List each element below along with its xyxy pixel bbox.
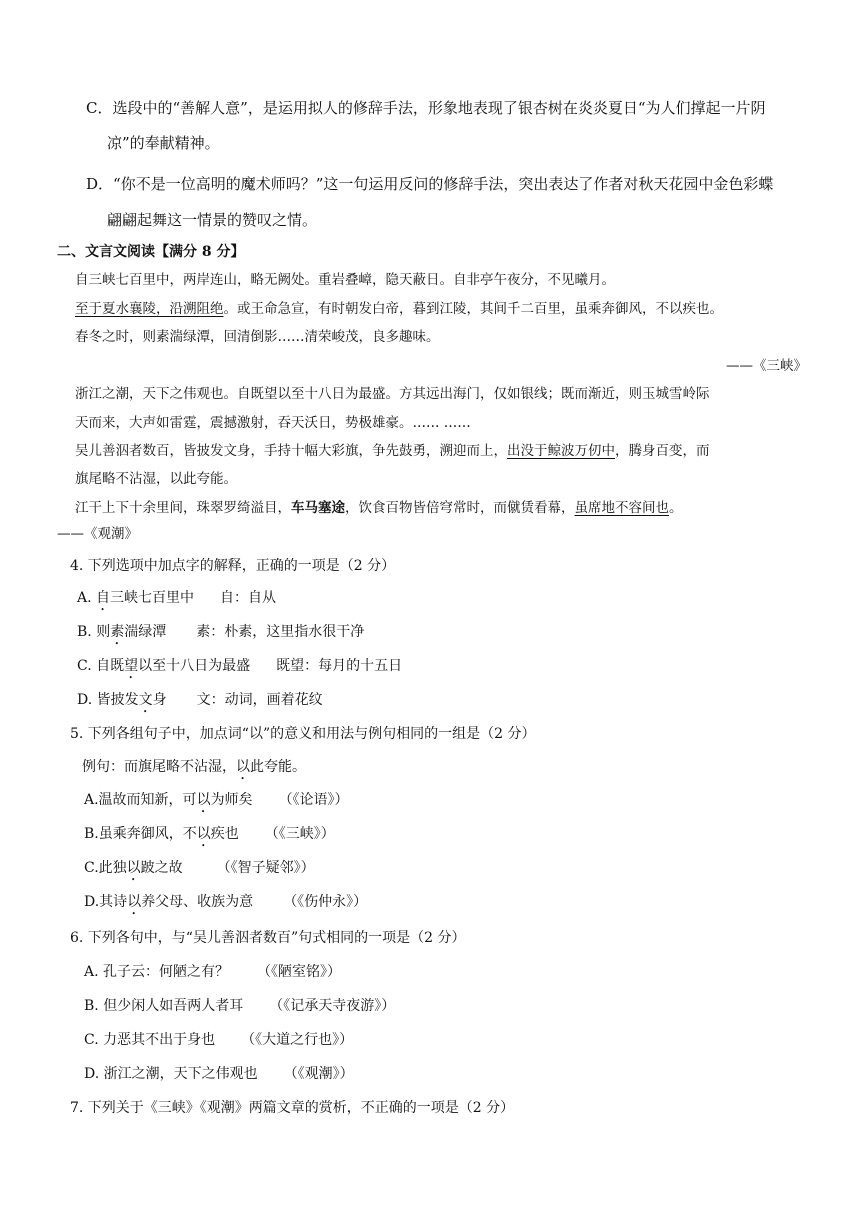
q4-option-b <box>77 622 364 648</box>
option-text: C.此独 <box>84 860 127 876</box>
option-text: 以至十八日为最盛 <box>138 658 251 674</box>
option-text: B.虽乘奔御风，不 <box>84 826 197 842</box>
option-c-line1: C．选段中的“善解人意”，是运用拟人的修辞手法，形象地表现了银杏树在炎炎夏日“为人们撑起一片阴 <box>86 99 766 117</box>
dotted-char: 自 <box>96 590 111 606</box>
option-d-line1: D．“你不是一位高明的魔术师吗？”这一句运用反问的修辞手法，突出表达了作者对秋天花园中金色彩蝶 <box>86 175 774 193</box>
dotted-char: 以 <box>196 792 211 808</box>
option-explanation: 文：动词，画着花纹 <box>196 692 323 708</box>
q4-option-d <box>77 690 323 716</box>
sanxia-line2-rest: 。或王命急宣，有时朝发白帝，暮到江陵，其间千二百里，虽乘奔御风，不以疾也。 <box>223 301 723 317</box>
option-text: A.温故而知新，可 <box>84 792 197 808</box>
dotted-char: 文 <box>138 692 153 708</box>
sanxia-line3: 春冬之时，则素湍绿潭，回清倒影……清荣峻茂，良多趣味。 <box>75 329 440 345</box>
option-text: D. 浙江之潮，天下之伟观也 <box>84 1066 258 1082</box>
option-source: （《三峡》） <box>264 826 335 842</box>
example-text: 此夸能。 <box>250 759 306 775</box>
option-source: （《观潮》） <box>283 1066 354 1082</box>
dotted-char: 以 <box>196 826 211 842</box>
option-explanation: 既望：每月的十五日 <box>276 658 403 674</box>
option-c-line2: 凉”的奉献精神。 <box>107 134 220 152</box>
guanchao-p2-part1: 吴儿善泅者数百，皆披发文身，手持十幅大彩旗，争先鼓勇，溯迎而上， <box>75 443 507 459</box>
option-explanation: 自：自从 <box>220 590 277 606</box>
option-source: （《伤仲永》） <box>283 894 368 910</box>
dotted-char: 以 <box>236 759 250 775</box>
q6-option-c <box>84 1030 353 1050</box>
q5-option-b <box>84 824 335 850</box>
q7-stem: 7. 下列关于《三峡》《观潮》两篇文章的赏析，不正确的一项是（2 分） <box>70 1100 515 1116</box>
q6-option-d <box>84 1064 354 1084</box>
option-text: 为师矣 <box>210 792 253 808</box>
option-text: D.其诗 <box>84 894 128 910</box>
option-text: B. 但少闲人如吾两人者耳 <box>84 998 244 1014</box>
section-heading: 二、文言文阅读【满分 8 分】 <box>57 244 245 260</box>
q4-stem: 4. 下列选项中加点字的解释，正确的一项是（2 分） <box>70 558 396 574</box>
q6-stem: 6. 下列各句中，与“吴儿善泅者数百”句式相同的一项是（2 分） <box>70 930 466 946</box>
option-text: 跛之故 <box>140 860 183 876</box>
sanxia-source: ——《三峡》 <box>726 358 807 374</box>
q6-option-a <box>84 962 341 982</box>
guanchao-source: ——《观潮》 <box>57 526 138 542</box>
sanxia-line2 <box>75 299 723 319</box>
option-source: （《论语》） <box>278 792 349 808</box>
option-source: （《智子疑邻》） <box>216 860 315 876</box>
bold-phrase: 车马塞途 <box>291 500 345 516</box>
option-text: 湍绿潭 <box>124 624 167 640</box>
sanxia-line1: 自三峡七百里中，两岸连山，略无阙处。重岩叠嶂，隐天蔽日。自非亭午夜分，不见曦月。 <box>75 272 615 288</box>
q5-option-a <box>84 790 349 816</box>
q5-option-d <box>84 892 367 918</box>
option-prefix: C. 自既 <box>77 658 125 674</box>
option-explanation: 素：朴素，这里指水很干净 <box>196 624 365 640</box>
q4-option-a <box>77 588 276 614</box>
option-source: （《陋室铭》） <box>257 964 342 980</box>
guanchao-p3 <box>75 498 683 518</box>
q5-example <box>82 757 306 783</box>
underlined-phrase: 虽席地不容间也 <box>574 500 669 516</box>
option-text: 疾也 <box>210 826 239 842</box>
guanchao-p3-part2: ，饮食百物皆倍穹常时，而僦赁看幕， <box>345 500 575 516</box>
guanchao-p3-part3: 。 <box>669 500 683 516</box>
guanchao-p1-line1: 浙江之潮，天下之伟观也。自既望以至十八日为最盛。方其远出海门，仅如银线；既而渐近，则玉城雪岭际 <box>75 386 710 402</box>
guanchao-p2-line1 <box>75 441 710 461</box>
guanchao-p2-part2: ，腾身百变，而 <box>615 443 710 459</box>
option-d-line2: 翩翩起舞这一情景的赞叹之情。 <box>107 211 318 229</box>
guanchao-p1-line2: 天而来，大声如雷霆，震撼激射，吞天沃日，势极雄豪。…… …… <box>75 415 471 431</box>
dotted-char: 以 <box>127 894 142 910</box>
option-text: 养父母、收族为意 <box>141 894 254 910</box>
q6-option-b <box>84 996 395 1016</box>
option-text: 身 <box>152 692 167 708</box>
guanchao-p2-line2: 旗尾略不沾湿，以此夸能。 <box>75 471 237 487</box>
option-text: C. 力恶其不出于身也 <box>84 1032 216 1048</box>
option-prefix: D. 皆披发 <box>77 692 139 708</box>
dotted-char: 素 <box>110 624 125 640</box>
guanchao-p3-part1: 江干上下十余里间，珠翠罗绮溢目， <box>75 500 291 516</box>
option-prefix: B. 则 <box>77 624 111 640</box>
underlined-phrase: 出没于鲸波万仞中 <box>507 443 615 459</box>
option-source: （《记承天寺夜游》） <box>269 998 396 1014</box>
option-text: 三峡七百里中 <box>110 590 195 606</box>
dotted-char: 望 <box>124 658 139 674</box>
option-prefix: A. <box>77 590 97 606</box>
underlined-phrase: 至于夏水襄陵，沿溯阻绝 <box>75 301 224 317</box>
example-prefix: 例句：而旗尾略不沾湿， <box>82 759 236 775</box>
option-text: A. 孔子云：何陋之有？ <box>84 964 230 980</box>
dotted-char: 以 <box>126 860 141 876</box>
option-source: （《大道之行也》） <box>241 1032 354 1048</box>
q4-option-c <box>77 656 402 682</box>
q5-option-c <box>84 858 315 884</box>
q5-stem: 5. 下列各组句子中，加点词“以”的意义和用法与例句相同的一组是（2 分） <box>70 726 536 742</box>
